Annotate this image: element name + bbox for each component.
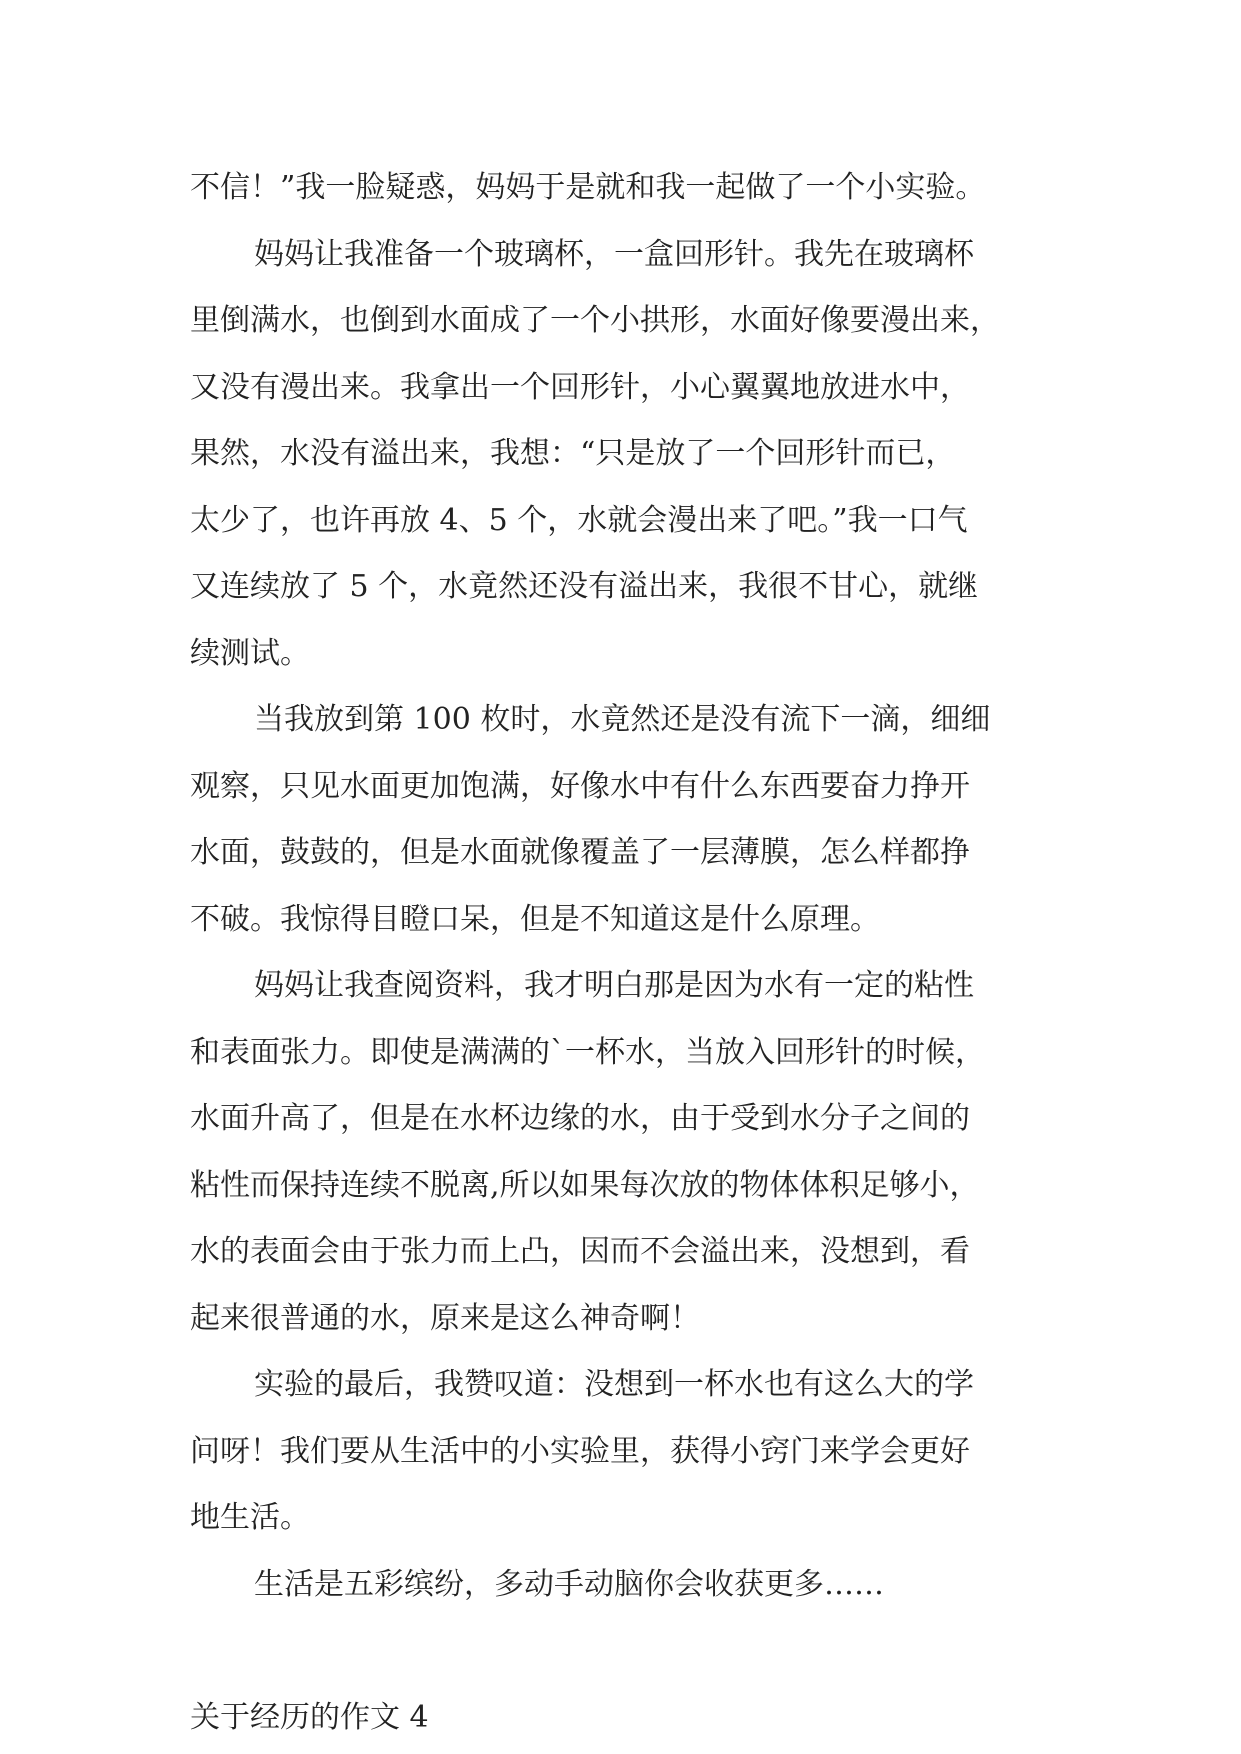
text-line: 水面升高了，但是在水杯边缘的水，由于受到水分子之间的 xyxy=(190,1101,970,1136)
text-line: 果然，水没有溢出来，我想：“只是放了一个回形针而已， xyxy=(190,436,956,471)
text-line: 和表面张力。即使是满满的`一杯水，当放入回形针的时候， xyxy=(190,1034,985,1070)
paragraph-start-line: 妈妈让我准备一个玻璃杯，一盒回形针。我先在玻璃杯 xyxy=(254,236,974,272)
text-line: 续测试。 xyxy=(190,635,310,671)
text-line: 起来很普通的水，原来是这么神奇啊！ xyxy=(190,1300,700,1336)
text-line: 不信！”我一脸疑惑，妈妈于是就和我一起做了一个小实验。 xyxy=(190,170,986,205)
text-line: 地生活。 xyxy=(190,1500,310,1535)
paragraph-start-line: 妈妈让我查阅资料，我才明白那是因为水有一定的粘性 xyxy=(254,968,974,1003)
text-line: 水的表面会由于张力而上凸，因而不会溢出来，没想到，看 xyxy=(190,1234,970,1269)
text-line: 观察，只见水面更加饱满，好像水中有什么东西要奋力挣开 xyxy=(190,768,970,804)
text-line: 问呀！我们要从生活中的小实验里，获得小窍门来学会更好 xyxy=(190,1433,970,1469)
essay-body xyxy=(190,155,1070,1751)
text-line: 太少了，也许再放 4、5 个，水就会漫出来了吧。”我一口气 xyxy=(190,502,968,538)
text-line: 又连续放了 5 个，水竟然还没有溢出来，我很不甘心，就继 xyxy=(190,569,979,604)
text-line: 里倒满水，也倒到水面成了一个小拱形，水面好像要漫出来， xyxy=(190,303,1000,338)
text-line: 水面，鼓鼓的，但是水面就像覆盖了一层薄膜，怎么样都挣 xyxy=(190,835,970,870)
text-line: 又没有漫出来。我拿出一个回形针，小心翼翼地放进水中， xyxy=(190,369,970,405)
section-title: 关于经历的作文 4 xyxy=(190,1699,429,1735)
spacer xyxy=(190,1618,1070,1685)
paragraph-start-line: 实验的最后，我赞叹道：没想到一杯水也有这么大的学 xyxy=(254,1367,974,1402)
paragraph-start-line: 生活是五彩缤纷，多动手动脑你会收获更多…… xyxy=(254,1566,884,1602)
paragraph-start-line: 当我放到第 100 枚时，水竟然还是没有流下一滴，细细 xyxy=(254,702,991,737)
text-line: 不破。我惊得目瞪口呆，但是不知道这是什么原理。 xyxy=(190,901,880,937)
text-line: 粘性而保持连续不脱离,所以如果每次放的物体体积足够小， xyxy=(190,1167,980,1203)
